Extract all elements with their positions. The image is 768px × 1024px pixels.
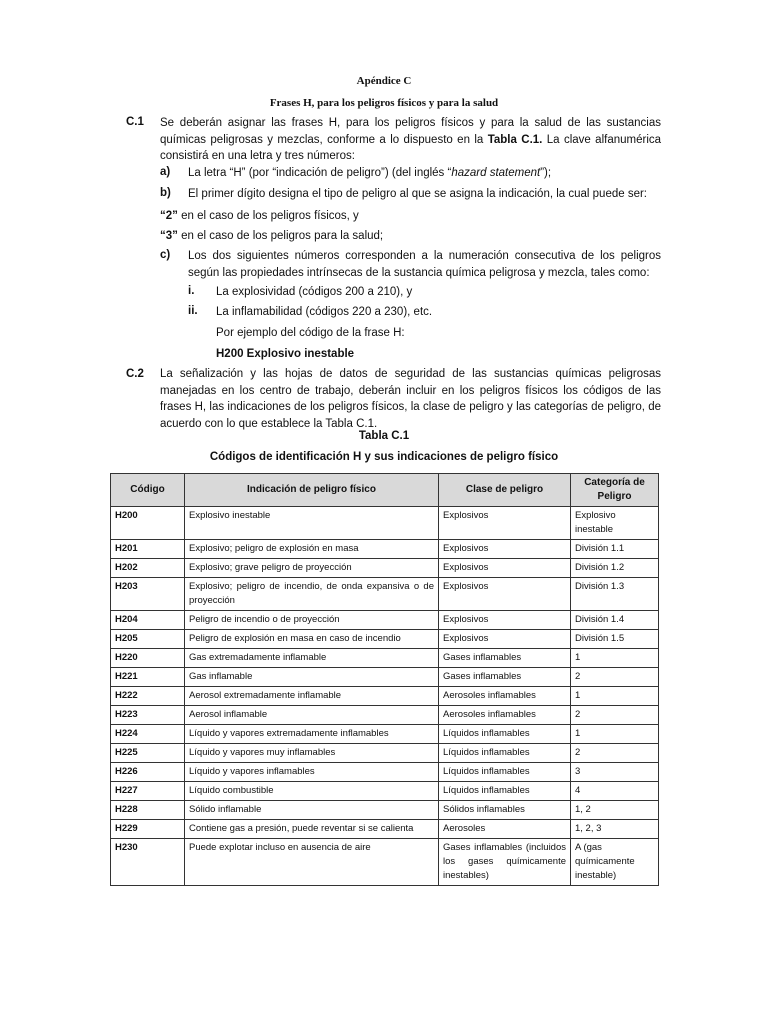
cell-category: 1 — [571, 725, 659, 744]
table-row — [111, 630, 659, 649]
cell-code: H227 — [111, 782, 185, 801]
cell-category: División 1.1 — [571, 540, 659, 559]
header-codigo: Código — [111, 474, 185, 507]
cell-class: Gases inflamables (incluidos los gases químicamente inestables) — [439, 839, 571, 886]
cell-category: División 1.4 — [571, 611, 659, 630]
cell-code: H201 — [111, 540, 185, 559]
section-c1-label: C.1 — [126, 116, 144, 128]
cell-class: Líquidos inflamables — [439, 744, 571, 763]
cell-category: 1, 2 — [571, 801, 659, 820]
item-c-marker: c) — [160, 249, 171, 261]
cell-code: H203 — [111, 578, 185, 611]
example-code: H200 Explosivo inestable — [216, 348, 355, 360]
cell-indication: Líquido y vapores extremadamente inflamables — [185, 725, 439, 744]
cell-class: Explosivos — [439, 559, 571, 578]
subitem-ii-marker: ii. — [188, 305, 198, 317]
item-c-text: Los dos siguientes números corresponden a la numeración consecutiva de los peligros según las propiedades intrínsecas de la sustancia química peligrosa y mezcla, tales como: — [188, 250, 661, 279]
cell-category: 4 — [571, 782, 659, 801]
cell-indication: Líquido y vapores inflamables — [185, 763, 439, 782]
table-row — [111, 744, 659, 763]
cell-code: H220 — [111, 649, 185, 668]
cell-code: H224 — [111, 725, 185, 744]
table-row — [111, 507, 659, 540]
cell-class: Gases inflamables — [439, 649, 571, 668]
section-c2-paragraph: La señalización y las hojas de datos de seguridad de las sustancias químicas peligrosas manejadas en los centro de trabajo, deberán incluir en los peligros físicos los códigos de las frases H, las indicaciones de los peligros físicos, la clase de peligro y las categorías de peligro, de acuerdo con lo que establece la Tabla C.1. — [160, 368, 661, 430]
cell-indication: Explosivo; grave peligro de proyección — [185, 559, 439, 578]
cell-class: Gases inflamables — [439, 668, 571, 687]
cell-indication: Peligro de explosión en masa en caso de incendio — [185, 630, 439, 649]
cell-category: 2 — [571, 668, 659, 687]
cell-code: H225 — [111, 744, 185, 763]
cell-category: División 1.2 — [571, 559, 659, 578]
cell-code: H221 — [111, 668, 185, 687]
cell-indication: Gas inflamable — [185, 668, 439, 687]
cell-indication: Peligro de incendio o de proyección — [185, 611, 439, 630]
header-categoria: Categoría de Peligro — [571, 474, 659, 507]
subitem-i-marker: i. — [188, 285, 195, 297]
table-row — [111, 649, 659, 668]
cell-class: Explosivos — [439, 578, 571, 611]
item-b-marker: b) — [160, 187, 171, 199]
table-row — [111, 725, 659, 744]
cell-code: H200 — [111, 507, 185, 540]
cell-code: H202 — [111, 559, 185, 578]
item-a-text: La letra “H” (por “indicación de peligro”) (del inglés “hazard statement”); — [188, 167, 552, 179]
cell-category: 1 — [571, 687, 659, 706]
cell-code: H223 — [111, 706, 185, 725]
table-row — [111, 782, 659, 801]
item-a-marker: a) — [160, 166, 171, 178]
table-title: Tabla C.1 — [358, 430, 410, 442]
cell-class: Líquidos inflamables — [439, 782, 571, 801]
header-indicacion: Indicación de peligro físico — [185, 474, 439, 507]
cell-class: Aerosoles inflamables — [439, 706, 571, 725]
table-row — [111, 839, 659, 886]
cell-class: Explosivos — [439, 630, 571, 649]
table-row — [111, 668, 659, 687]
cell-indication: Puede explotar incluso en ausencia de aire — [185, 839, 439, 886]
table-header-row — [111, 474, 659, 507]
table-row — [111, 687, 659, 706]
item-b-text: El primer dígito designa el tipo de peligro al que se asigna la indicación, la cual puede ser: — [188, 188, 648, 200]
table-row — [111, 611, 659, 630]
cell-code: H226 — [111, 763, 185, 782]
cell-code: H222 — [111, 687, 185, 706]
appendix-heading: Apéndice C — [356, 75, 412, 87]
cell-code: H204 — [111, 611, 185, 630]
appendix-subheading: Frases H, para los peligros físicos y para la salud — [269, 97, 499, 109]
cell-category: 2 — [571, 744, 659, 763]
table-row — [111, 820, 659, 839]
digit-2-line: “2” en el caso de los peligros físicos, y — [160, 210, 359, 222]
cell-category: 1 — [571, 649, 659, 668]
cell-category: Explosivo inestable — [571, 507, 659, 540]
cell-code: H230 — [111, 839, 185, 886]
example-intro: Por ejemplo del código de la frase H: — [216, 327, 405, 339]
cell-class: Explosivos — [439, 611, 571, 630]
cell-code: H229 — [111, 820, 185, 839]
cell-class: Aerosoles — [439, 820, 571, 839]
cell-code: H205 — [111, 630, 185, 649]
cell-category: División 1.5 — [571, 630, 659, 649]
section-c1-paragraph: Se deberán asignar las frases H, para los peligros físicos y para la salud de las sustancias químicas peligrosas y mezclas, conforme a lo dispuesto en la Tabla C.1. La clave alfanumérica consistirá en una letra y tres números: — [160, 117, 662, 162]
cell-class: Aerosoles inflamables — [439, 687, 571, 706]
cell-code: H228 — [111, 801, 185, 820]
cell-class: Explosivos — [439, 540, 571, 559]
cell-indication: Aerosol extremadamente inflamable — [185, 687, 439, 706]
cell-category: 1, 2, 3 — [571, 820, 659, 839]
cell-indication: Explosivo; peligro de explosión en masa — [185, 540, 439, 559]
cell-indication: Contiene gas a presión, puede reventar si se calienta — [185, 820, 439, 839]
cell-indication: Aerosol inflamable — [185, 706, 439, 725]
cell-class: Explosivos — [439, 507, 571, 540]
cell-indication: Sólido inflamable — [185, 801, 439, 820]
cell-category: División 1.3 — [571, 578, 659, 611]
cell-class: Líquidos inflamables — [439, 763, 571, 782]
digit-3-line: “3” en el caso de los peligros para la salud; — [160, 230, 384, 242]
table-row — [111, 540, 659, 559]
cell-indication: Explosivo inestable — [185, 507, 439, 540]
subitem-i-text: La explosividad (códigos 200 a 210), y — [216, 286, 413, 298]
table-row — [111, 763, 659, 782]
cell-category: 3 — [571, 763, 659, 782]
table-row — [111, 578, 659, 611]
table-caption: Códigos de identificación H y sus indicaciones de peligro físico — [209, 451, 559, 463]
cell-indication: Líquido combustible — [185, 782, 439, 801]
section-c2-label: C.2 — [126, 368, 144, 380]
subitem-ii-text: La inflamabilidad (códigos 220 a 230), etc. — [216, 306, 433, 318]
table-row — [111, 801, 659, 820]
header-clase: Clase de peligro — [439, 474, 571, 507]
cell-class: Líquidos inflamables — [439, 725, 571, 744]
cell-indication: Líquido y vapores muy inflamables — [185, 744, 439, 763]
cell-class: Sólidos inflamables — [439, 801, 571, 820]
cell-indication: Explosivo; peligro de incendio, de onda expansiva o de proyección — [185, 578, 439, 611]
table-row — [111, 559, 659, 578]
cell-indication: Gas extremadamente inflamable — [185, 649, 439, 668]
hazard-codes-table — [110, 473, 659, 886]
cell-category: 2 — [571, 706, 659, 725]
cell-category: A (gas químicamente inestable) — [571, 839, 659, 886]
table-row — [111, 706, 659, 725]
